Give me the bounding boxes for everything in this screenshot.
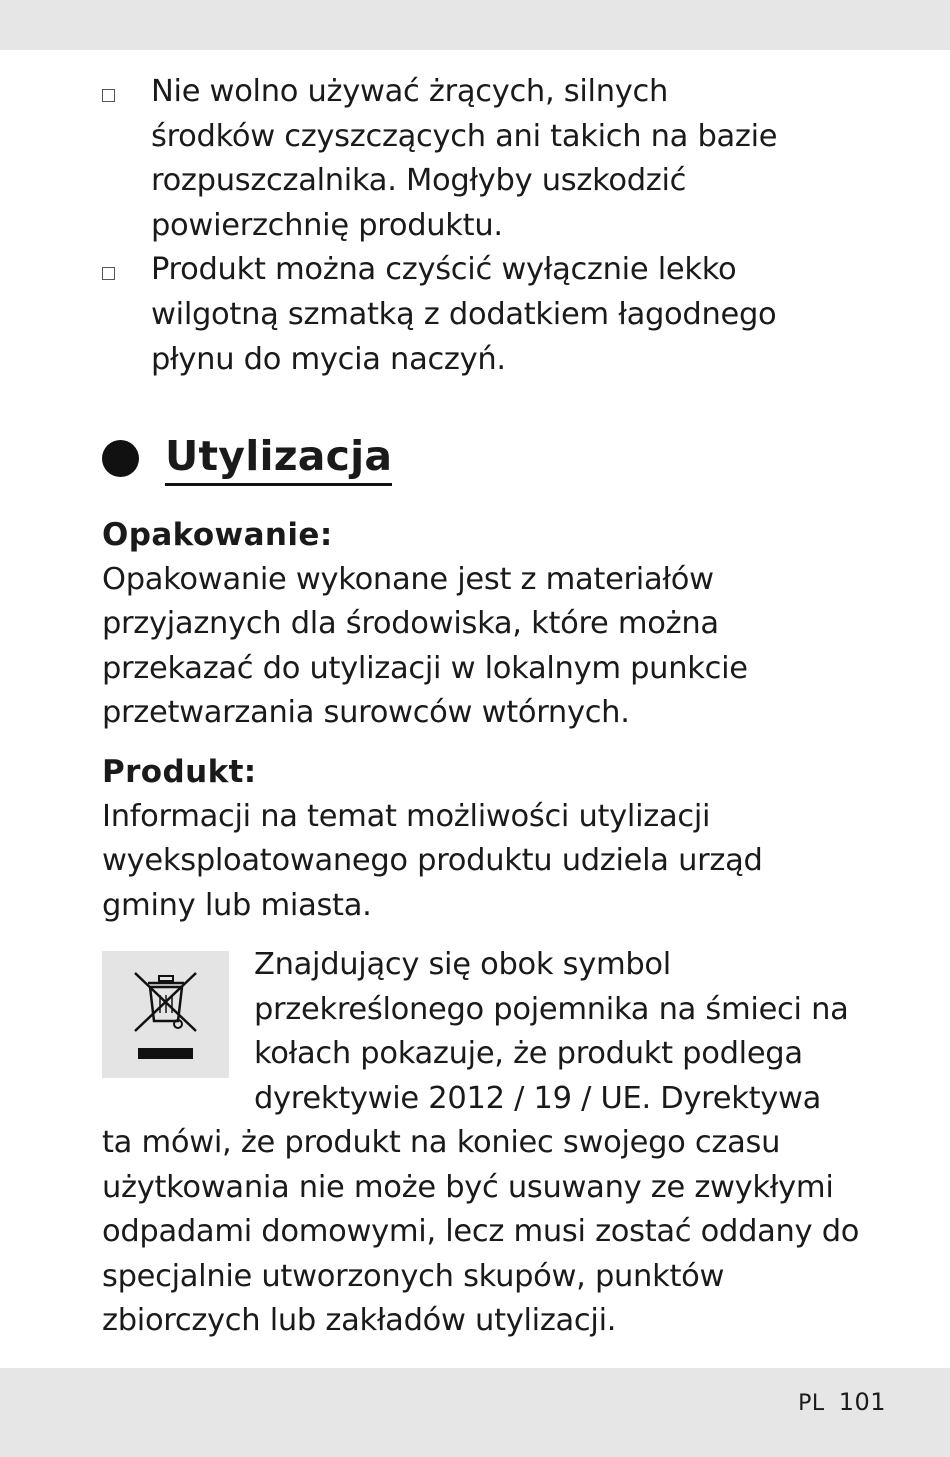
product-block	[102, 750, 902, 928]
packaging-text: Opakowanie wykonane jest z materiałów przyjaznych dla środowiska, które można przekazać do utylizacji w lokalnym punkcie przetwarzania surowców wtórnych.	[102, 561, 748, 731]
page-footer	[798, 1388, 886, 1416]
bullet-item	[102, 70, 892, 248]
cleaning-instructions	[102, 70, 892, 382]
cleaning-bullet-list	[102, 70, 892, 382]
crossed-out-wheelie-bin-icon	[102, 951, 229, 1078]
bullet-text: Nie wolno używać żrących, silnych środków czyszczących ani takich na bazie rozpuszczalnika. Mogłyby uszkodzić powierzchnię produktu.	[151, 74, 778, 243]
product-text: Informacji na temat możliwości utylizacji wyeksploatowanego produktu udziela urząd gminy lub miasta.	[102, 798, 763, 923]
bullet-item	[102, 248, 892, 382]
top-margin-band	[0, 0, 950, 50]
checkbox-bullet-icon	[102, 89, 115, 102]
packaging-block	[102, 513, 902, 736]
filled-circle-icon	[102, 440, 139, 477]
bullet-text: Produkt można czyścić wyłącznie lekko wilgotną szmatką z dodatkiem łagodnego płynu do mycia naczyń.	[151, 252, 777, 377]
checkbox-bullet-icon	[102, 267, 115, 280]
product-heading: Produkt:	[102, 754, 257, 790]
page-number: 101	[838, 1388, 886, 1416]
section-heading	[102, 430, 392, 486]
language-code: PL	[798, 1391, 825, 1416]
weee-text-beside: Znajdujący się obok symbol przekreślonego pojemnika na śmieci na kołach pokazuje, że produkt podlega dyrektywie 2012 / 19 / UE. Dyrektywa	[254, 947, 849, 1116]
weee-symbol-box	[102, 951, 229, 1078]
weee-text-below: ta mówi, że produkt na koniec swojego czasu użytkowania nie może być usuwany ze zwykłymi odpadami domowymi, lecz musi zostać oddany do specjalnie utworzonych skupów, punktów zbiorczych lub zakładów utylizacji.	[102, 1125, 860, 1339]
section-title: Utylizacja	[165, 430, 392, 486]
packaging-heading: Opakowanie:	[102, 517, 333, 553]
